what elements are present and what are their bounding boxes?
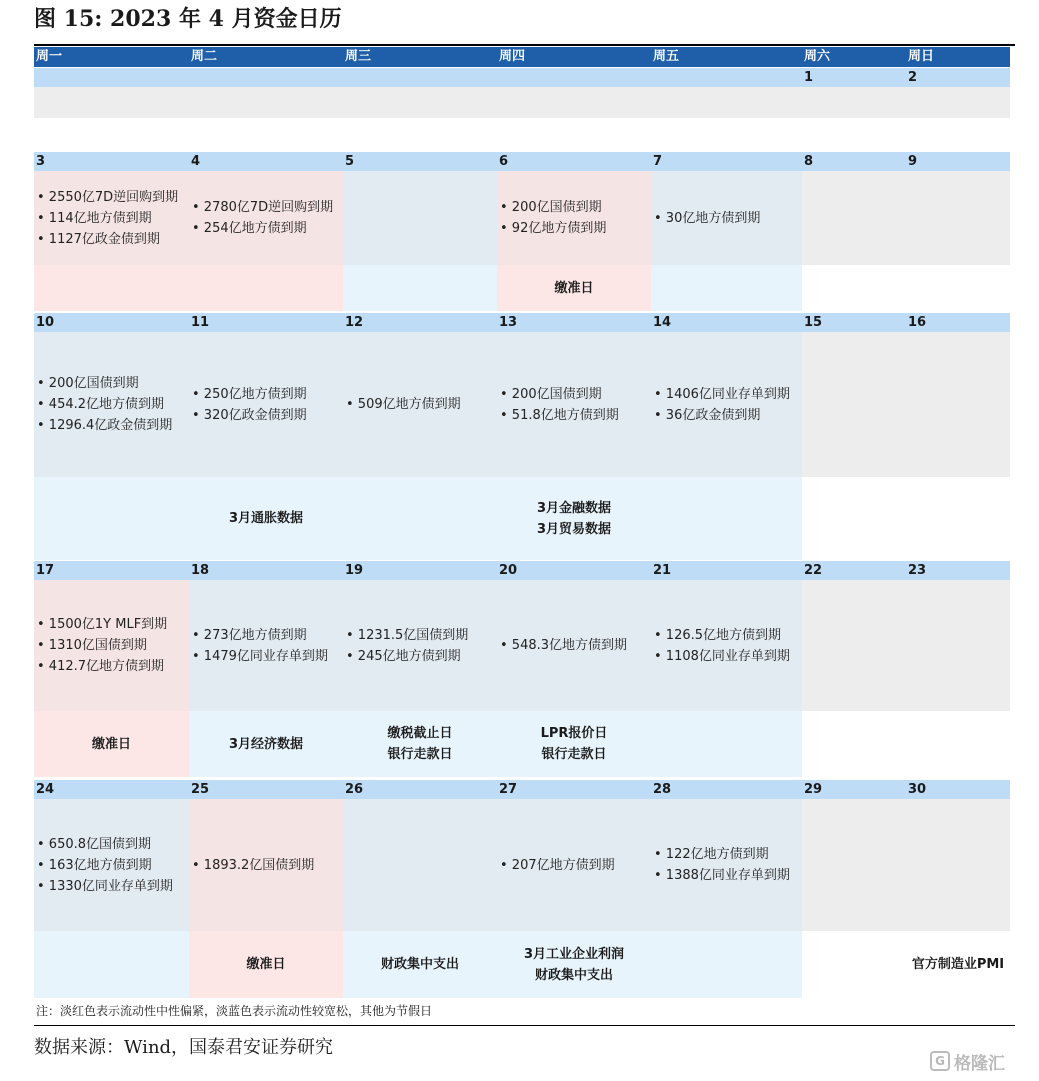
event-item: • 1388亿同业存单到期 bbox=[654, 868, 790, 883]
day-note bbox=[802, 265, 906, 311]
event-item: • 412.7亿地方债到期 bbox=[37, 659, 165, 674]
calendar bbox=[34, 47, 1010, 999]
day-note bbox=[651, 711, 802, 777]
day-note bbox=[189, 931, 343, 998]
event-item: • 207亿地方债到期 bbox=[500, 857, 615, 873]
day-events bbox=[497, 580, 651, 711]
title-rule bbox=[34, 44, 1015, 46]
weekday-7: 周日 bbox=[908, 49, 935, 64]
day-events bbox=[802, 580, 906, 711]
event-item: • 114亿地方债到期 bbox=[37, 210, 152, 226]
legend-note: 注：淡红色表示流动性中性偏紧，淡蓝色表示流动性较宽松，其他为节假日 bbox=[36, 1004, 433, 1018]
day-note bbox=[34, 265, 189, 311]
day-events bbox=[802, 87, 906, 118]
day-note bbox=[189, 265, 343, 311]
day-number: 10 bbox=[34, 313, 189, 332]
day-number bbox=[497, 68, 651, 87]
day-note bbox=[651, 477, 802, 560]
note-line: 3月贸易数据 bbox=[536, 521, 612, 537]
day-note bbox=[497, 931, 651, 998]
day-number: 20 bbox=[497, 561, 651, 580]
event-item: • 2780亿7D逆回购到期 bbox=[192, 200, 334, 215]
watermark-logo-icon: G bbox=[930, 1051, 950, 1071]
day-note bbox=[343, 711, 497, 777]
note-line: 3月工业企业利润 bbox=[523, 946, 625, 962]
day-events bbox=[34, 171, 189, 265]
day-number: 21 bbox=[651, 561, 802, 580]
note-line: 3月经济数据 bbox=[228, 736, 304, 752]
day-note bbox=[651, 931, 802, 998]
weekday-2: 周二 bbox=[191, 49, 218, 64]
day-number bbox=[343, 68, 497, 87]
day-number: 26 bbox=[343, 780, 497, 799]
event-item: • 200亿国债到期 bbox=[500, 386, 602, 402]
day-events bbox=[906, 799, 1010, 931]
day-number: 6 bbox=[497, 152, 651, 171]
day-number bbox=[34, 68, 189, 87]
day-note bbox=[34, 931, 189, 998]
watermark-text: 格隆汇 bbox=[954, 1053, 1005, 1074]
day-events bbox=[189, 799, 343, 931]
event-item: • 1330亿同业存单到期 bbox=[37, 878, 173, 894]
day-events bbox=[34, 580, 189, 711]
day-events bbox=[802, 171, 906, 265]
event-item: • 1893.2亿国债到期 bbox=[192, 857, 315, 873]
day-number: 13 bbox=[497, 313, 651, 332]
day-number: 19 bbox=[343, 561, 497, 580]
note-line: 3月金融数据 bbox=[536, 500, 612, 516]
day-events bbox=[651, 332, 802, 477]
note-line: 银行走款日 bbox=[387, 747, 453, 762]
event-item: • 1479亿同业存单到期 bbox=[192, 648, 328, 664]
day-events bbox=[343, 171, 497, 265]
day-note bbox=[802, 477, 906, 560]
day-number: 14 bbox=[651, 313, 802, 332]
day-events bbox=[906, 87, 1010, 118]
event-item: • 509亿地方债到期 bbox=[346, 397, 461, 412]
day-note bbox=[906, 931, 1010, 998]
event-item: • 1127亿政金债到期 bbox=[37, 231, 160, 247]
day-number: 1 bbox=[802, 68, 906, 87]
note-line: 缴准日 bbox=[246, 957, 286, 972]
event-item: • 250亿地方债到期 bbox=[192, 386, 307, 402]
day-number: 30 bbox=[906, 780, 1010, 799]
event-item: • 454.2亿地方债到期 bbox=[37, 397, 165, 412]
day-events bbox=[906, 332, 1010, 477]
day-note bbox=[189, 477, 343, 560]
day-events bbox=[651, 799, 802, 931]
note-line: LPR报价日 bbox=[540, 726, 608, 741]
day-note bbox=[906, 477, 1010, 560]
day-number: 24 bbox=[34, 780, 189, 799]
day-events bbox=[906, 580, 1010, 711]
day-number: 29 bbox=[802, 780, 906, 799]
day-note bbox=[497, 711, 651, 777]
event-item: • 36亿政金债到期 bbox=[654, 407, 761, 423]
day-note bbox=[343, 477, 497, 560]
note-line: 官方制造业PMI bbox=[911, 957, 1005, 972]
event-item: • 1310亿国债到期 bbox=[37, 638, 147, 653]
event-item: • 1108亿同业存单到期 bbox=[654, 648, 790, 664]
event-item: • 92亿地方债到期 bbox=[500, 221, 607, 236]
day-number: 16 bbox=[906, 313, 1010, 332]
event-item: • 245亿地方债到期 bbox=[346, 648, 461, 664]
day-events bbox=[651, 580, 802, 711]
day-number: 2 bbox=[906, 68, 1010, 87]
event-item: • 273亿地方债到期 bbox=[192, 627, 307, 643]
day-number: 4 bbox=[189, 152, 343, 171]
day-events bbox=[802, 799, 906, 931]
weekday-1: 周一 bbox=[36, 49, 63, 64]
day-events bbox=[343, 332, 497, 477]
day-number: 28 bbox=[651, 780, 802, 799]
day-number: 7 bbox=[651, 152, 802, 171]
day-events bbox=[189, 580, 343, 711]
day-events bbox=[343, 87, 497, 118]
day-events bbox=[497, 799, 651, 931]
watermark bbox=[930, 1046, 1030, 1076]
day-events bbox=[651, 87, 802, 118]
weekday-4: 周四 bbox=[499, 49, 526, 64]
day-events bbox=[906, 171, 1010, 265]
day-note bbox=[343, 265, 497, 311]
day-number: 8 bbox=[802, 152, 906, 171]
event-item: • 122亿地方债到期 bbox=[654, 847, 769, 862]
event-item: • 1296.4亿政金债到期 bbox=[37, 418, 173, 433]
source-line: 数据来源：Wind，国泰君安证券研究 bbox=[34, 1037, 334, 1058]
day-events bbox=[34, 799, 189, 931]
day-number: 17 bbox=[34, 561, 189, 580]
day-events bbox=[497, 332, 651, 477]
day-note bbox=[906, 711, 1010, 777]
note-line: 银行走款日 bbox=[541, 747, 607, 762]
day-events bbox=[802, 332, 906, 477]
day-events bbox=[189, 332, 343, 477]
page-title: 图 15: 2023 年 4 月资金日历 bbox=[34, 6, 342, 32]
day-events bbox=[497, 171, 651, 265]
day-number: 5 bbox=[343, 152, 497, 171]
event-item: • 650.8亿国债到期 bbox=[37, 836, 152, 852]
day-number: 25 bbox=[189, 780, 343, 799]
day-events bbox=[343, 580, 497, 711]
day-number: 11 bbox=[189, 313, 343, 332]
day-events bbox=[34, 332, 189, 477]
bottom-rule bbox=[34, 1025, 1015, 1026]
event-item: • 30亿地方债到期 bbox=[654, 210, 761, 226]
note-line: 财政集中支出 bbox=[380, 957, 459, 972]
day-note bbox=[189, 711, 343, 777]
day-note bbox=[497, 265, 651, 311]
day-note bbox=[651, 265, 802, 311]
day-number: 15 bbox=[802, 313, 906, 332]
event-item: • 51.8亿地方债到期 bbox=[500, 407, 619, 423]
day-number: 3 bbox=[34, 152, 189, 171]
day-number: 22 bbox=[802, 561, 906, 580]
day-events bbox=[189, 87, 343, 118]
day-note bbox=[343, 931, 497, 998]
day-number: 23 bbox=[906, 561, 1010, 580]
day-note bbox=[34, 711, 189, 777]
day-number: 27 bbox=[497, 780, 651, 799]
day-events bbox=[651, 171, 802, 265]
day-note bbox=[802, 931, 906, 998]
note-line: 缴税截止日 bbox=[387, 726, 453, 741]
event-item: • 2550亿7D逆回购到期 bbox=[37, 189, 179, 205]
note-line: 缴准日 bbox=[91, 736, 131, 752]
event-item: • 200亿国债到期 bbox=[500, 200, 602, 215]
day-note bbox=[34, 477, 189, 560]
note-line: 缴准日 bbox=[554, 280, 594, 296]
note-line: 财政集中支出 bbox=[534, 967, 613, 983]
event-item: • 548.3亿地方债到期 bbox=[500, 638, 628, 653]
day-number bbox=[189, 68, 343, 87]
note-line: 3月通胀数据 bbox=[228, 511, 304, 526]
event-item: • 1231.5亿国债到期 bbox=[346, 627, 469, 643]
event-item: • 254亿地方债到期 bbox=[192, 221, 307, 236]
day-number bbox=[651, 68, 802, 87]
day-note bbox=[906, 265, 1010, 311]
event-item: • 1500亿1Y MLF到期 bbox=[37, 617, 168, 632]
day-events bbox=[189, 171, 343, 265]
weekday-header bbox=[34, 47, 1010, 67]
day-note bbox=[802, 711, 906, 777]
event-item: • 320亿政金债到期 bbox=[192, 407, 307, 423]
day-events bbox=[34, 87, 189, 118]
event-item: • 1406亿同业存单到期 bbox=[654, 386, 790, 402]
day-number: 18 bbox=[189, 561, 343, 580]
day-events bbox=[497, 87, 651, 118]
event-item: • 200亿国债到期 bbox=[37, 376, 139, 391]
day-number: 12 bbox=[343, 313, 497, 332]
weekday-5: 周五 bbox=[653, 49, 680, 64]
event-item: • 163亿地方债到期 bbox=[37, 857, 152, 873]
day-number: 9 bbox=[906, 152, 1010, 171]
day-note bbox=[497, 477, 651, 560]
weekday-6: 周六 bbox=[804, 49, 831, 64]
event-item: • 126.5亿地方债到期 bbox=[654, 627, 782, 643]
weekday-3: 周三 bbox=[345, 49, 372, 64]
day-events bbox=[343, 799, 497, 931]
